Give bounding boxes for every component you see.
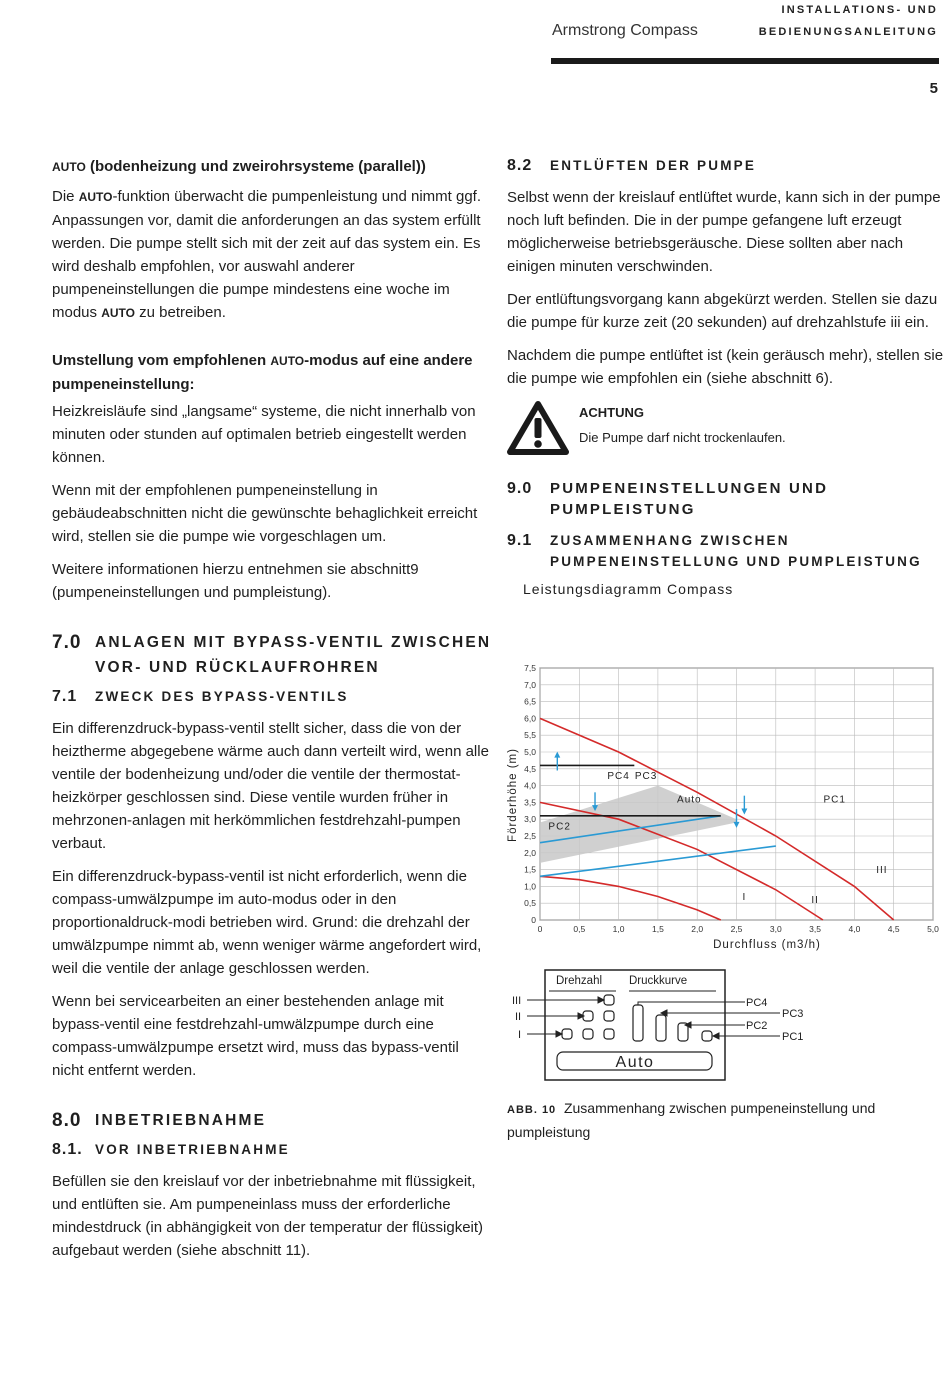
page-number: 5 <box>929 80 938 97</box>
paragraph-slow-systems: Heizkreisläufe sind „langsame“ systeme, die nicht innerhalb von minuten oder stunden auf optimalen betrieb eingestellt werden können. <box>52 403 476 466</box>
annotation-ii: II <box>811 895 819 907</box>
y-tick-label: 7,5 <box>524 663 536 673</box>
chart-ticks <box>524 663 939 934</box>
x-tick-label: 4,0 <box>848 924 861 934</box>
y-tick-label: 4,0 <box>524 780 536 791</box>
paragraph-air: Selbst wenn der kreislauf entlüftet wurde, kann sich in der pumpe noch luft befinden. Die in der pumpe gefangene luft erzeugt möglicherweise betriebsgeräusche. Diese sollten aber nach einigen minuten verschwinden. <box>507 189 941 275</box>
annotation-iii: III <box>876 864 888 876</box>
y-tick-label: 4,5 <box>524 763 536 774</box>
panel-label-drehzahl: Drehzahl <box>556 975 603 987</box>
header-title-line2: BEDIENUNGSANLEITUNG <box>758 26 938 38</box>
annotation-pc4: PC4 <box>607 770 630 782</box>
x-tick-label: 1,0 <box>612 924 625 934</box>
x-tick-label: 2,0 <box>691 924 704 934</box>
figure-caption-text: Zusammenhang zwischen pumpeneinstellung und pumpleistung <box>507 1100 876 1140</box>
annotation-i: I <box>742 891 747 903</box>
figure-label: ABB. 10 <box>507 1104 557 1116</box>
y-tick-label: 3,5 <box>524 797 536 808</box>
diagram-title: Leistungsdiagramm Compass <box>523 581 734 597</box>
section-9-heading: 9.0 PUMPENEINSTELLUNGEN UND PUMPLEISTUNG <box>507 480 829 518</box>
y-tick-label: 0,5 <box>524 898 536 909</box>
figure-caption <box>507 1097 927 1143</box>
x-tick-label: 3,0 <box>769 924 782 934</box>
blue-arrow-head <box>741 808 747 814</box>
chart-grid <box>540 668 933 920</box>
annotation-pc2: PC2 <box>548 821 571 833</box>
y-tick-label: 1,0 <box>524 881 536 892</box>
auto-button-label: Auto <box>615 1054 655 1071</box>
x-tick-label: 0,5 <box>573 924 586 934</box>
paragraph-bypass-service: Wenn bei servicearbeiten an einer bestehenden anlage mit bypass-ventil eine festdrehzahl-umwälzpumpe durch eine compass-umwälzpumpe ersetzt wird, muss das bypass-ventil nicht entfernt werden. <box>52 993 459 1079</box>
curve-leds <box>633 1005 712 1041</box>
y-tick-label: 7,0 <box>524 679 536 690</box>
warning-box <box>507 400 947 456</box>
y-tick-label: 5,0 <box>524 747 536 757</box>
section-8-2-heading: 8.2 ENTLÜFTEN DER PUMPE <box>507 157 757 174</box>
right-column <box>507 155 947 601</box>
x-tick-label: 1,5 <box>651 924 664 934</box>
paragraph-bypass-not-required: Ein differenzdruck-bypass-ventil ist nicht erforderlich, wenn die compass-umwälzpumpe im auto-modus oder in den proportionaldruck-modi betrieben wird. Grund: die drehzahl der umwälzpumpe nimmt ab, wenn weniger wärme angefordert wird, weil die ventile der anlage geschlossen werden. <box>52 868 482 977</box>
auto-paragraph: Die AUTO-funktion überwacht die pumpenleistung und nimmt ggf. Anpassungen vor, damit die anforderungen an das system erfüllt werden. Die pumpe stellt sich mit der zeit auf das system ein. Es wird deshalb empfohlen, vor auswahl anderer pumpeneinstellungen die pumpe mindestens eine woche im modus AUTO zu betreiben. <box>52 188 482 321</box>
y-axis-label: Förderhöhe (m) <box>507 748 519 842</box>
y-tick-label: 1,5 <box>524 864 536 875</box>
header-rule <box>551 58 939 64</box>
row-label-I: I <box>518 1029 522 1041</box>
section-9-1-heading: 9.1 ZUSAMMENHANG ZWISCHEN PUMPENEINSTELLUNG UND PUMPLEISTUNG <box>507 532 922 569</box>
paragraph-after-vent: Nachdem die pumpe entlüftet ist (kein geräusch mehr), stellen sie die pumpe wie empfohlen ein (siehe abschnitt 6). <box>507 347 944 387</box>
change-heading: Umstellung vom empfohlenen AUTO-modus auf eine andere pumpeneinstellung: <box>52 352 473 393</box>
label-pc4: PC4 <box>746 997 768 1009</box>
row-label-II: II <box>515 1011 522 1023</box>
blue-arrow-head <box>554 752 560 758</box>
warning-title: ACHTUNG <box>579 405 644 420</box>
performance-chart <box>505 655 945 955</box>
y-tick-label: 3,0 <box>524 814 536 825</box>
paragraph-more-info: Weitere informationen hierzu entnehmen sie abschnitt9 (pumpeneinstellungen und pumpleistung). <box>52 561 419 601</box>
section-7-1-heading: 7.1 ZWECK DES BYPASS-VENTILS <box>52 688 349 705</box>
label-pc1: PC1 <box>782 1031 804 1043</box>
annotation-pc3: PC3 <box>634 770 658 782</box>
blue-arrow-head <box>734 822 740 828</box>
y-tick-label: 6,0 <box>524 713 536 724</box>
section-8-1-heading: 8.1. VOR INBETRIEBNAHME <box>52 1141 290 1158</box>
left-column <box>52 155 492 1272</box>
warning-text: Die Pumpe darf nicht trockenlaufen. <box>579 430 786 445</box>
y-tick-label: 2,5 <box>524 831 536 841</box>
warning-triangle-icon <box>507 400 569 456</box>
row-label-III: III <box>512 995 522 1007</box>
panel-label-druckkurve: Druckkurve <box>629 975 688 987</box>
y-tick-label: 6,5 <box>524 696 536 707</box>
x-tick-label: 4,5 <box>887 924 900 934</box>
x-tick-label: 0 <box>537 924 543 934</box>
x-tick-label: 2,5 <box>730 924 743 934</box>
paragraph-fill: Befüllen sie den kreislauf vor der inbetriebnahme mit flüssigkeit, und entlüften sie. Am pumpeneinlass muss der erforderliche mindestdruck (in abhängigkeit von der temperatur der flüssigkeit) aufgebaut werden (siehe abschnitt 11). <box>52 1173 484 1259</box>
speed-leds <box>562 995 614 1039</box>
auto-heading: AUTO (bodenheizung und zweirohrsysteme (parallel)) <box>52 158 426 175</box>
y-tick-label: 2,0 <box>524 847 536 858</box>
header-title-line1: INSTALLATIONS- UND <box>781 4 938 16</box>
annotation-auto: Auto <box>677 794 702 806</box>
x-tick-label: 3,5 <box>809 924 822 934</box>
y-tick-label: 5,5 <box>524 730 536 741</box>
section-7-heading: 7.0 ANLAGEN MIT BYPASS-VENTIL ZWISCHEN VOR- UND RÜCKLAUFROHREN <box>52 632 492 676</box>
x-axis-label: Durchfluss (m3/h) <box>713 939 821 951</box>
y-tick-label: 0 <box>531 915 536 925</box>
paragraph-shorten: Der entlüftungsvorgang kann abgekürzt werden. Stellen sie dazu die pumpe für kurze zeit (20 sekunden) auf drehzahlstufe iii ein. <box>507 291 938 331</box>
section-8-heading: 8.0 INBETRIEBNAHME <box>52 1110 267 1131</box>
annotation-pc1: PC1 <box>823 794 846 806</box>
label-pc2: PC2 <box>746 1020 768 1032</box>
paragraph-comfort: Wenn mit der empfohlenen pumpeneinstellung in gebäudeabschnitten nicht die gewünschte behaglichkeit erreicht wird, stellen sie die pumpe wie vorgeschlagen um. <box>52 482 478 545</box>
brand-name: Armstrong Compass <box>552 22 698 39</box>
paragraph-bypass-purpose: Ein differenzdruck-bypass-ventil stellt sicher, dass die von der heiztherme abgegebene wärme auch dann verteilt wird, wenn alle ventile der bodenheizung und/oder die ventile der thermostat-heizkörper geschlossen sind. Diese ventile wurden früher in mehrzonen-anlagen mit herkömmlichen festdrehzahl-pumpen verbaut. <box>52 720 489 852</box>
series-line-i <box>540 876 721 920</box>
label-pc3: PC3 <box>782 1008 804 1020</box>
control-panel-diagram <box>505 965 945 1090</box>
x-tick-label: 5,0 <box>927 924 939 934</box>
